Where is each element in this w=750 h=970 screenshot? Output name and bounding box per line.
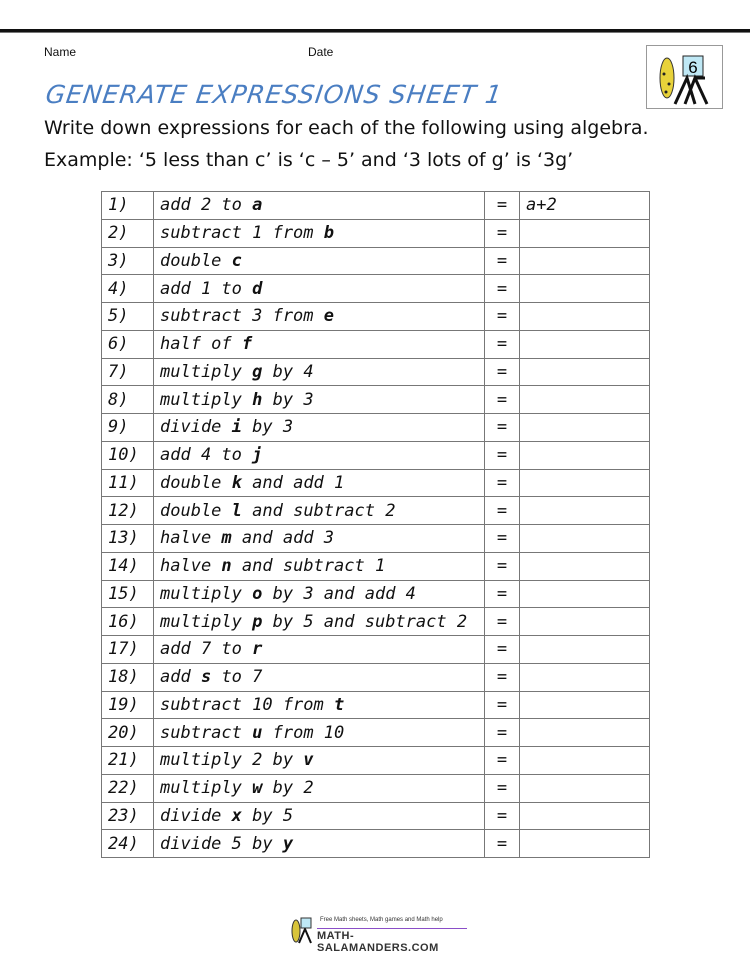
answer-cell[interactable] [520, 802, 650, 830]
text-before: multiply 2 by [160, 750, 304, 771]
equals-sign: = [485, 441, 520, 469]
expressions-table [101, 191, 650, 858]
text-after: by 3 [241, 417, 294, 438]
answer-cell[interactable] [520, 219, 650, 247]
variable: b [323, 223, 335, 244]
table-row [102, 802, 650, 830]
question-number: 4) [102, 275, 154, 303]
answer-cell[interactable] [520, 303, 650, 331]
equals-sign: = [485, 830, 520, 858]
text-before: divide [160, 417, 232, 438]
table-row [102, 830, 650, 858]
variable: r [252, 639, 263, 660]
table-row [102, 330, 650, 358]
answer-cell[interactable] [520, 663, 650, 691]
equals-sign: = [485, 497, 520, 525]
question-number: 21) [102, 747, 154, 775]
table-row [102, 636, 650, 664]
table-row [102, 441, 650, 469]
text-before: double [160, 250, 232, 271]
question-number: 17) [102, 636, 154, 664]
equals-sign: = [485, 275, 520, 303]
question-number: 6) [102, 330, 154, 358]
instruction-text: Write down expressions for each of the following using algebra. [44, 117, 649, 139]
variable: g [252, 361, 263, 382]
question-number: 3) [102, 247, 154, 275]
question-number: 1) [102, 192, 154, 220]
answer-cell[interactable] [520, 358, 650, 386]
question-text [154, 830, 485, 858]
text-after: and subtract 2 [241, 500, 396, 521]
variable: i [231, 417, 242, 438]
text-before: add [160, 667, 201, 688]
variable: t [334, 694, 345, 715]
text-before: subtract 1 from [160, 223, 324, 244]
footer-logo [287, 915, 467, 954]
text-before: halve [160, 528, 222, 549]
answer-cell[interactable]: a+2 [520, 192, 650, 220]
variable: n [221, 556, 232, 577]
equals-sign: = [485, 303, 520, 331]
question-number: 7) [102, 358, 154, 386]
answer-cell[interactable] [520, 441, 650, 469]
text-before: double [160, 472, 232, 493]
question-number: 5) [102, 303, 154, 331]
text-before: add 4 to [160, 445, 253, 466]
footer-site: MATH-SALAMANDERS.COM [317, 928, 467, 954]
variable: f [241, 334, 253, 355]
table-row [102, 774, 650, 802]
page-title: GENERATE EXPRESSIONS SHEET 1 [43, 80, 505, 109]
answer-cell[interactable] [520, 386, 650, 414]
text-before: double [160, 500, 232, 521]
answer-cell[interactable] [520, 774, 650, 802]
question-text [154, 358, 485, 386]
question-text [154, 747, 485, 775]
answer-cell[interactable] [520, 580, 650, 608]
text-before: add 2 to [160, 195, 253, 216]
variable: p [252, 611, 263, 632]
question-text [154, 580, 485, 608]
table-row [102, 247, 650, 275]
answer-cell[interactable] [520, 497, 650, 525]
table-row [102, 275, 650, 303]
variable: s [200, 667, 212, 688]
variable: d [252, 278, 263, 299]
question-text [154, 330, 485, 358]
grade-badge: 6 [688, 58, 698, 77]
variable: x [231, 805, 242, 826]
answer-cell[interactable] [520, 636, 650, 664]
question-text [154, 525, 485, 553]
text-after: and add 3 [231, 528, 335, 549]
question-text [154, 691, 485, 719]
text-before: multiply [160, 361, 253, 382]
question-number: 16) [102, 608, 154, 636]
text-after: by 5 [241, 805, 294, 826]
answer-cell[interactable] [520, 247, 650, 275]
text-before: subtract 3 from [160, 306, 324, 327]
question-number: 15) [102, 580, 154, 608]
question-number: 13) [102, 525, 154, 553]
equals-sign: = [485, 774, 520, 802]
table-row [102, 386, 650, 414]
table-row [102, 608, 650, 636]
question-number: 22) [102, 774, 154, 802]
question-text [154, 247, 485, 275]
text-before: multiply [160, 389, 253, 410]
question-number: 10) [102, 441, 154, 469]
question-number: 11) [102, 469, 154, 497]
text-after: by 3 [262, 389, 314, 410]
variable: v [303, 750, 314, 771]
text-before: multiply [160, 583, 253, 604]
question-text [154, 774, 485, 802]
answer-cell[interactable] [520, 552, 650, 580]
table-row [102, 497, 650, 525]
question-number: 9) [102, 414, 154, 442]
text-after: and add 1 [241, 472, 345, 493]
answer-cell[interactable] [520, 747, 650, 775]
footer-tagline: Free Math sheets, Math games and Math help [320, 917, 443, 923]
equals-sign: = [485, 219, 520, 247]
question-text [154, 719, 485, 747]
variable: e [323, 306, 335, 327]
equals-sign: = [485, 552, 520, 580]
table-row [102, 414, 650, 442]
equals-sign: = [485, 691, 520, 719]
text-before: half of [160, 334, 242, 355]
table-row [102, 747, 650, 775]
question-text [154, 303, 485, 331]
text-after: and subtract 1 [231, 556, 386, 577]
example-text: Example: ‘5 less than c’ is ‘c – 5’ and ‘3 lots of g’ is ‘3g’ [44, 149, 574, 171]
text-after: to 7 [211, 667, 263, 688]
equals-sign: = [485, 358, 520, 386]
answer-cell[interactable] [520, 830, 650, 858]
equals-sign: = [485, 386, 520, 414]
variable: c [231, 250, 242, 271]
question-number: 18) [102, 663, 154, 691]
equals-sign: = [485, 247, 520, 275]
question-number: 19) [102, 691, 154, 719]
question-text [154, 469, 485, 497]
text-before: subtract 10 from [160, 694, 334, 715]
question-text [154, 663, 485, 691]
text-before: multiply [160, 611, 253, 632]
text-after: by 5 and subtract 2 [262, 611, 468, 632]
date-label: Date [308, 45, 334, 59]
text-before: divide 5 by [160, 833, 283, 854]
answer-cell[interactable] [520, 719, 650, 747]
question-number: 20) [102, 719, 154, 747]
question-number: 8) [102, 386, 154, 414]
table-row [102, 303, 650, 331]
variable: k [231, 472, 242, 493]
table-row [102, 552, 650, 580]
equals-sign: = [485, 330, 520, 358]
equals-sign: = [485, 414, 520, 442]
text-before: multiply [160, 778, 253, 799]
question-number: 12) [102, 497, 154, 525]
text-before: add 1 to [160, 278, 253, 299]
equals-sign: = [485, 525, 520, 553]
variable: o [252, 583, 263, 604]
table-row [102, 219, 650, 247]
variable: l [231, 500, 242, 521]
table-row [102, 525, 650, 553]
table-row [102, 469, 650, 497]
variable: a [252, 195, 263, 216]
question-text [154, 275, 485, 303]
table-row [102, 192, 650, 220]
answer-cell[interactable] [520, 469, 650, 497]
answer-cell[interactable] [520, 275, 650, 303]
question-text [154, 414, 485, 442]
text-after: by 4 [262, 361, 314, 382]
question-text [154, 636, 485, 664]
answer-cell[interactable] [520, 330, 650, 358]
equals-sign: = [485, 192, 520, 220]
table-row [102, 358, 650, 386]
question-text [154, 802, 485, 830]
text-before: add 7 to [160, 639, 253, 660]
equals-sign: = [485, 608, 520, 636]
top-rule [0, 29, 750, 33]
table-row [102, 663, 650, 691]
question-number: 14) [102, 552, 154, 580]
equals-sign: = [485, 719, 520, 747]
salamander-icon [287, 915, 315, 945]
equals-sign: = [485, 663, 520, 691]
variable: j [252, 445, 263, 466]
variable: u [252, 722, 263, 743]
answer-cell[interactable] [520, 525, 650, 553]
question-number: 23) [102, 802, 154, 830]
question-text [154, 552, 485, 580]
question-number: 2) [102, 219, 154, 247]
question-text [154, 219, 485, 247]
equals-sign: = [485, 802, 520, 830]
variable: y [282, 833, 294, 854]
question-text [154, 192, 485, 220]
text-before: halve [160, 556, 222, 577]
text-after: from 10 [262, 722, 345, 743]
table-row [102, 719, 650, 747]
equals-sign: = [485, 580, 520, 608]
equals-sign: = [485, 469, 520, 497]
table-row [102, 691, 650, 719]
text-after: by 3 and add 4 [262, 583, 416, 604]
text-after: by 2 [262, 778, 314, 799]
question-text [154, 441, 485, 469]
variable: h [252, 389, 263, 410]
question-text [154, 608, 485, 636]
equals-sign: = [485, 636, 520, 664]
variable: m [221, 528, 232, 549]
answer-cell[interactable] [520, 414, 650, 442]
answer-cell[interactable] [520, 691, 650, 719]
table-row [102, 580, 650, 608]
name-label: Name [44, 45, 77, 59]
question-text [154, 386, 485, 414]
question-number: 24) [102, 830, 154, 858]
equals-sign: = [485, 747, 520, 775]
text-before: divide [160, 805, 232, 826]
salamander-logo [646, 45, 723, 109]
text-before: subtract [160, 722, 253, 743]
answer-cell[interactable] [520, 608, 650, 636]
variable: w [252, 778, 263, 799]
question-text [154, 497, 485, 525]
